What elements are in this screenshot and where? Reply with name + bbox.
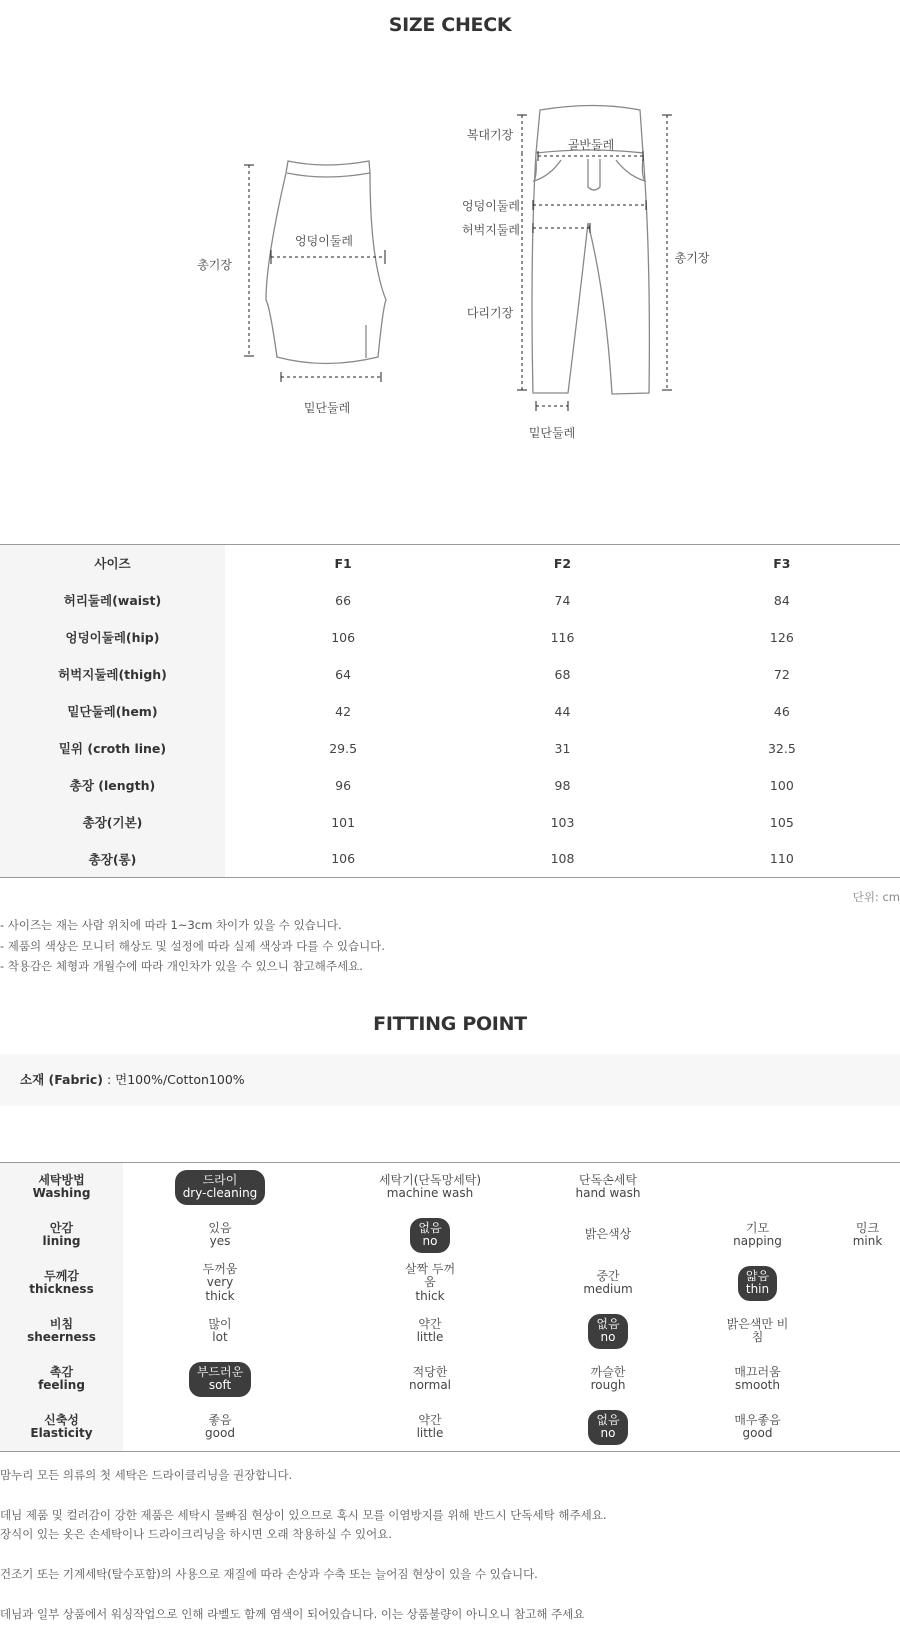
fit-option: 약간 little bbox=[416, 1412, 444, 1440]
care-item: 건조기 또는 기계세탁(탈수포함)의 사용으로 재질에 따라 손상과 수축 또는 늘어짐 현상이 있을 수 있습니다. bbox=[0, 1567, 538, 1581]
fit-row-washing bbox=[0, 1163, 900, 1211]
row-label: 허벅지둘레(thigh) bbox=[0, 656, 225, 693]
cell: 105 bbox=[769, 814, 794, 830]
row-label: 총장(기본) bbox=[0, 804, 225, 841]
fit-option: 두꺼움 very thick bbox=[202, 1261, 238, 1303]
size-check-title: SIZE CHECK bbox=[388, 14, 512, 36]
fit-row-sheerness bbox=[0, 1307, 900, 1355]
fit-option: 매우좋음 good bbox=[734, 1412, 781, 1440]
fit-row-thickness bbox=[0, 1259, 900, 1307]
cell: 101 bbox=[331, 814, 356, 830]
fit-option: 살짝 두꺼움 thick bbox=[404, 1261, 456, 1303]
fabric-box bbox=[0, 1054, 900, 1106]
fit-row-lining bbox=[0, 1211, 900, 1259]
fit-option: 약간 little bbox=[416, 1316, 444, 1344]
row-label: 밑위 (croth line) bbox=[0, 730, 225, 767]
cell: 96 bbox=[335, 777, 352, 793]
fit-option: 좋음 good bbox=[205, 1412, 235, 1440]
care-item: 데님 제품 및 컬러감이 강한 제품은 세탁시 물빠짐 현상이 있으므로 혹시 모를 이염방지를 위해 반드시 단독세탁 해주세요. bbox=[0, 1508, 607, 1522]
cell: 31 bbox=[554, 740, 571, 756]
unit-label: 단위: cm bbox=[852, 890, 900, 904]
fabric-value: : 면100%/Cotton100% bbox=[102, 1072, 245, 1087]
selected-badge: 드라이 dry-cleaning bbox=[175, 1170, 266, 1205]
cell: 44 bbox=[554, 703, 571, 719]
table-row bbox=[0, 804, 900, 841]
row-label: 총장(롱) bbox=[0, 841, 225, 878]
pants-belly-label: 복대기장 bbox=[466, 128, 514, 142]
selected-badge: 없음 no bbox=[588, 1314, 627, 1349]
fit-option bbox=[365, 1211, 495, 1259]
cell: 29.5 bbox=[329, 740, 358, 756]
fit-option bbox=[700, 1259, 815, 1307]
selected-badge: 얇음 thin bbox=[738, 1266, 777, 1301]
note-item: - 착용감은 체형과 개월수에 따라 개인차가 있을 수 있으니 참고해주세요. bbox=[0, 959, 363, 973]
size-notes bbox=[0, 915, 385, 977]
cell: 66 bbox=[335, 592, 352, 608]
table-row bbox=[0, 767, 900, 804]
fit-row-label: 비침 sheerness bbox=[0, 1307, 123, 1355]
pants-pelvis-label: 골반둘레 bbox=[567, 138, 615, 152]
size-col-f1: F1 bbox=[334, 555, 352, 571]
note-item: - 사이즈는 재는 사람 위치에 따라 1~3cm 차이가 있을 수 있습니다. bbox=[0, 918, 342, 932]
fit-row-label: 두께감 thickness bbox=[0, 1259, 123, 1307]
fit-option: 적당한 normal bbox=[408, 1364, 452, 1392]
table-row bbox=[0, 693, 900, 730]
note-item: - 제품의 색상은 모니터 해상도 및 설정에 따라 실제 색상과 다를 수 있습니다. bbox=[0, 938, 385, 953]
cell: 68 bbox=[554, 666, 571, 682]
skirt-hip-label: 엉덩이둘레 bbox=[295, 234, 353, 248]
cell: 108 bbox=[550, 851, 575, 867]
pants-total-length-label: 총기장 bbox=[674, 251, 710, 265]
fit-option: 기모 napping bbox=[733, 1220, 782, 1248]
fabric-label: 소재 (Fabric) bbox=[20, 1072, 103, 1087]
size-header-label: 사이즈 bbox=[0, 545, 225, 582]
fit-row-elasticity bbox=[0, 1403, 900, 1451]
cell: 106 bbox=[331, 851, 356, 867]
cell: 100 bbox=[769, 777, 794, 793]
cell: 46 bbox=[773, 703, 790, 719]
cell: 110 bbox=[769, 851, 794, 867]
cell: 32.5 bbox=[767, 740, 796, 756]
cell: 126 bbox=[769, 629, 794, 645]
cell: 64 bbox=[335, 666, 352, 682]
fit-row-label: 신축성 Elasticity bbox=[0, 1403, 123, 1451]
size-table-header bbox=[0, 545, 900, 582]
cell: 72 bbox=[773, 666, 790, 682]
fit-option: 많이 lot bbox=[208, 1316, 232, 1344]
row-label: 총장 (length) bbox=[0, 767, 225, 804]
cell: 106 bbox=[331, 629, 356, 645]
cell: 103 bbox=[550, 814, 575, 830]
pants-leg-label: 다리기장 bbox=[466, 306, 514, 320]
care-item: 데님과 일부 상품에서 워싱작업으로 인해 라벨도 함께 염색이 되어있습니다. 이는 상품불량이 아니오니 참고해 주세요 bbox=[0, 1607, 585, 1621]
selected-badge: 부드러운 soft bbox=[189, 1362, 251, 1397]
table-row bbox=[0, 619, 900, 656]
cell: 98 bbox=[554, 777, 571, 793]
fitting-point-title: FITTING POINT bbox=[373, 1013, 527, 1035]
table-row bbox=[0, 582, 900, 619]
care-item: 장식이 있는 옷은 손세탁이나 드라이크리닝을 하시면 오래 착용하실 수 있어요. bbox=[0, 1527, 393, 1541]
fit-option: 있음 yes bbox=[208, 1220, 232, 1248]
fit-row-label: 세탁방법 Washing bbox=[0, 1163, 123, 1211]
selected-badge: 없음 no bbox=[410, 1218, 449, 1253]
fit-option bbox=[548, 1403, 668, 1451]
row-label: 허리둘레(waist) bbox=[0, 582, 225, 619]
skirt-total-length-label: 총기장 bbox=[197, 258, 232, 272]
fit-row-label: 안감 lining bbox=[0, 1211, 123, 1259]
fit-option: 밍크 mink bbox=[852, 1220, 883, 1248]
fit-row-feeling bbox=[0, 1355, 900, 1403]
fit-option: 밝은색만 비침 bbox=[726, 1316, 789, 1344]
fit-option bbox=[548, 1307, 668, 1355]
table-row bbox=[0, 841, 900, 878]
table-row bbox=[0, 730, 900, 767]
care-instructions bbox=[0, 1466, 606, 1624]
size-col-f3: F3 bbox=[773, 555, 791, 571]
cell: 116 bbox=[550, 629, 575, 645]
care-item: 맘누리 모든 의류의 첫 세탁은 드라이클리닝을 권장합니다. bbox=[0, 1468, 293, 1482]
table-row bbox=[0, 656, 900, 693]
row-label: 밑단둘레(hem) bbox=[0, 693, 225, 730]
fit-option bbox=[160, 1355, 280, 1403]
selected-badge: 없음 no bbox=[588, 1410, 627, 1445]
cell: 74 bbox=[554, 592, 571, 608]
fit-row-label: 촉감 feeling bbox=[0, 1355, 123, 1403]
fit-option bbox=[160, 1163, 280, 1211]
cell: 84 bbox=[773, 592, 790, 608]
fit-option: 매끄러움 smooth bbox=[734, 1364, 781, 1392]
size-col-f2: F2 bbox=[553, 555, 572, 571]
fit-option: 밝은색상 bbox=[584, 1227, 632, 1242]
fit-option: 까슬한 rough bbox=[590, 1364, 626, 1392]
skirt-outline bbox=[266, 161, 386, 364]
pants-hem-label: 밑단둘레 bbox=[528, 426, 576, 440]
size-diagram bbox=[0, 95, 900, 465]
fitting-table bbox=[0, 1162, 900, 1452]
fit-option: 세탁기(단독망세탁) machine wash bbox=[378, 1172, 482, 1200]
size-table bbox=[0, 544, 900, 878]
fit-option: 중간 medium bbox=[583, 1268, 633, 1296]
row-label: 엉덩이둘레(hip) bbox=[0, 619, 225, 656]
skirt-hem-label: 밑단둘레 bbox=[303, 401, 351, 415]
pants-thigh-label: 허벅지둘레 bbox=[462, 223, 520, 237]
pants-hip-label: 엉덩이둘레 bbox=[462, 199, 520, 213]
cell: 42 bbox=[335, 703, 352, 719]
fit-option: 단독손세탁 hand wash bbox=[575, 1172, 641, 1200]
